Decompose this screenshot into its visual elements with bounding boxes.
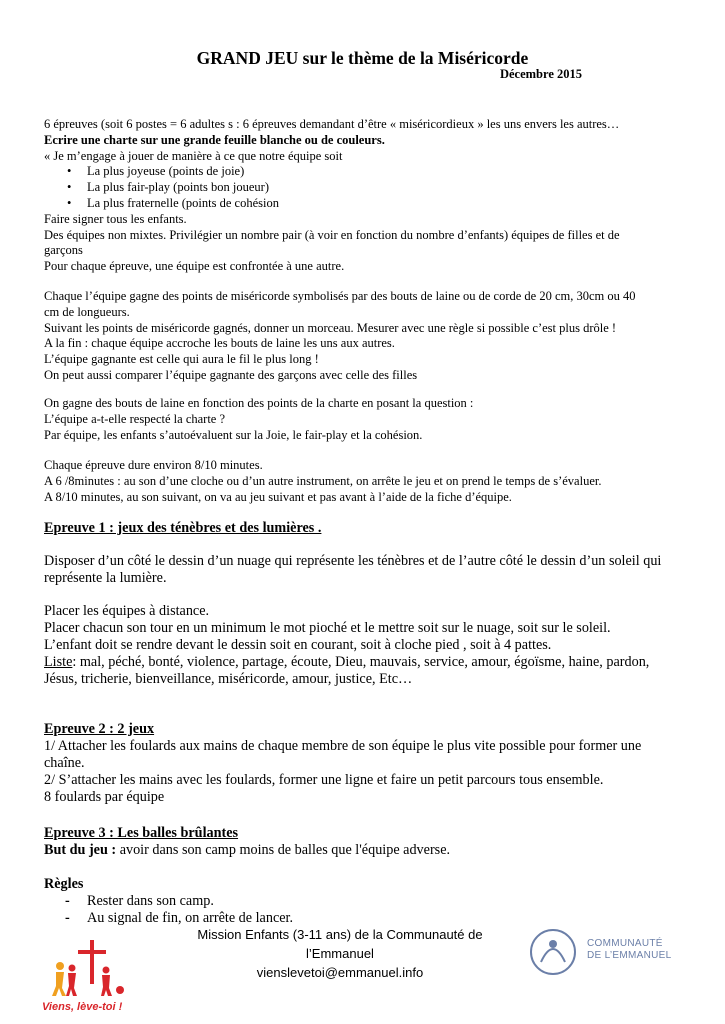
epreuve-1-desc-line: Disposer d’un côté le dessin d’un nuage qui représente les ténèbres et de l’autre côté le dessin d’un soleil qui [44, 553, 662, 569]
epreuve-1-desc-line-cont: représente la lumière. [44, 570, 167, 586]
rule-item: - Rester dans son camp. [44, 893, 684, 910]
intro-section [44, 117, 684, 275]
wool-section [44, 396, 684, 443]
epreuve-1-rules [44, 603, 684, 688]
page-title: GRAND JEU sur le thème de la Miséricorde [196, 48, 529, 68]
commitment-line: « Je m’engage à jouer de manière à ce que notre équipe soit [44, 148, 343, 163]
teams-line: Des équipes non mixtes. Privilégier un nombre pair (à voir en fonction du nombre d’enfants) équipes de filles et de [44, 227, 620, 242]
points-measure-line: Suivant les points de miséricorde gagnés, donner un morceau. Mesurer avec une règle si possible c’est plus drôle ! [44, 320, 617, 335]
points-section [44, 289, 684, 384]
sign-line: Faire signer tous les enfants. [44, 211, 187, 226]
footer-mission-cont: l’Emmanuel [306, 946, 374, 961]
epreuve-1-heading-block [44, 520, 684, 537]
word-list-text-cont: Jésus, tricherie, bienveillance, miséricorde, amour, justice, Etc… [44, 671, 413, 687]
intro-line: 6 épreuves (soit 6 postes = 6 adultes s : 6 épreuves demandant d’être « miséricordieux » les uns envers les autres… [44, 117, 620, 131]
document-date: Décembre 2015 [499, 67, 582, 81]
logo-cross-horizontal [78, 950, 106, 954]
epreuve-3-section [44, 825, 684, 859]
wool-self-eval: Par équipe, les enfants s’autoévaluent sur la Joie, le fair-play et la cohésion. [44, 427, 423, 442]
epreuve-2-game-1: 1/ Attacher les foulards aux mains de chaque membre de son équipe le plus vite possible pour former une [44, 738, 642, 754]
rule-item: - Au signal de fin, on arrête de lancer. [44, 910, 684, 927]
word-list-label: Liste [44, 654, 73, 670]
epreuve-1-rule: L’enfant doit se rendre devant le dessin soit en courant, soit à cloche pied , soit à 4 pattes. [44, 637, 552, 653]
epreuve-2-game-2: 2/ S’attacher les mains avec les foulards, former une ligne et faire un petit parcours tous ensemble. [44, 772, 604, 788]
epreuve-2-heading: Epreuve 2 : 2 jeux [44, 721, 155, 737]
points-winner-line: L’équipe gagnante est celle qui aura le fil le plus long ! [44, 352, 319, 367]
epreuve-3-heading: Epreuve 3 : Les balles brûlantes [44, 825, 239, 841]
bullet-fairplay: • La plus fair-play (points bon joueur) [44, 180, 684, 196]
footer [190, 925, 490, 982]
points-compare-line: On peut aussi comparer l’équipe gagnante des garçons avec celle des filles [44, 367, 418, 382]
emmanuel-emblem-detail [541, 949, 565, 962]
teams-line-cont: garçons [44, 243, 83, 258]
footer-email: vienslevetoi@emmanuel.info [256, 965, 424, 980]
charter-heading: Ecrire une charte sur une grande feuille blanche ou de couleurs. [44, 132, 385, 147]
logo-caption: Viens, lève-toi ! [42, 1001, 123, 1013]
rules-heading: Règles [44, 876, 84, 892]
emmanuel-emblem [531, 930, 575, 974]
logo-dog-body [116, 986, 124, 994]
points-end-line: A la fin : chaque équipe accroche les bouts de laine les uns aux autres. [44, 336, 395, 351]
logo-figure-head [103, 967, 110, 974]
footer-mission: Mission Enfants (3-11 ans) de la Communauté de [197, 927, 483, 942]
epreuve-1-desc [44, 553, 684, 587]
bullet-joy: • La plus joyeuse (points de joie) [44, 164, 684, 180]
logo-figure-body [52, 972, 66, 996]
community-name [587, 938, 671, 962]
timing-next: A 8/10 minutes, au son suivant, on va au jeu suivant et pas avant à l’aide de la fiche d’équipe. [44, 489, 512, 504]
community-name-line1: COMMUNAUTÉ [587, 938, 663, 949]
wool-line: On gagne des bouts de laine en fonction des points de la charte en posant la question : [44, 396, 474, 410]
epreuve-3-goal [44, 842, 684, 859]
word-list-text: : mal, péché, bonté, violence, partage, écoute, Dieu, mauvais, service, amour, égoïsme, haine, pardon, [72, 654, 650, 670]
epreuve-2-section [44, 721, 684, 806]
goal-label: But du jeu : [44, 842, 117, 858]
logo-figure-head [56, 962, 64, 970]
wool-question: L’équipe a-t-elle respecté la charte ? [44, 411, 226, 426]
epreuve-1-rule: Placer les équipes à distance. [44, 603, 210, 619]
confront-line: Pour chaque épreuve, une équipe est confrontée à une autre. [44, 259, 345, 274]
epreuve-1-heading: Epreuve 1 : jeux des ténèbres et des lumières . [44, 520, 322, 536]
logo-cross-vertical [90, 940, 94, 984]
epreuve-1-word-list [44, 654, 684, 671]
logo-figure-body [101, 975, 112, 996]
logo-figure-head [69, 965, 76, 972]
epreuve-2-scarves: 8 foulards par équipe [44, 789, 165, 805]
charter-bullet-list [44, 164, 684, 211]
viens-leve-toi-logo [40, 938, 132, 1016]
points-line: Chaque l’équipe gagne des points de miséricorde symbolisés par des bouts de laine ou de corde de 20 cm, 30cm ou 40 [44, 289, 636, 303]
logo-figure-body [66, 973, 77, 996]
epreuve-2-game-1-cont: chaîne. [44, 755, 85, 771]
timing-duration: Chaque épreuve dure environ 8/10 minutes. [44, 458, 263, 472]
epreuve-1-rule: Placer chacun son tour en un minimum le mot pioché et le mettre soit sur le nuage, soit sur le soleil. [44, 620, 611, 636]
community-name-line2: DE L’EMMANUEL [587, 950, 672, 961]
goal-text: avoir dans son camp moins de balles que l'équipe adverse. [116, 842, 451, 858]
emmanuel-emblem-head [549, 940, 557, 948]
timing-section [44, 458, 684, 505]
points-line-cont: cm de longueurs. [44, 304, 130, 319]
epreuve-3-rules [44, 876, 684, 927]
timing-bell: A 6 /8minutes : au son d’une cloche ou d’un autre instrument, on arrête le jeu et on prend le temps de s’évaluer. [44, 473, 602, 488]
bullet-cohesion: • La plus fraternelle (points de cohésion [44, 196, 684, 212]
